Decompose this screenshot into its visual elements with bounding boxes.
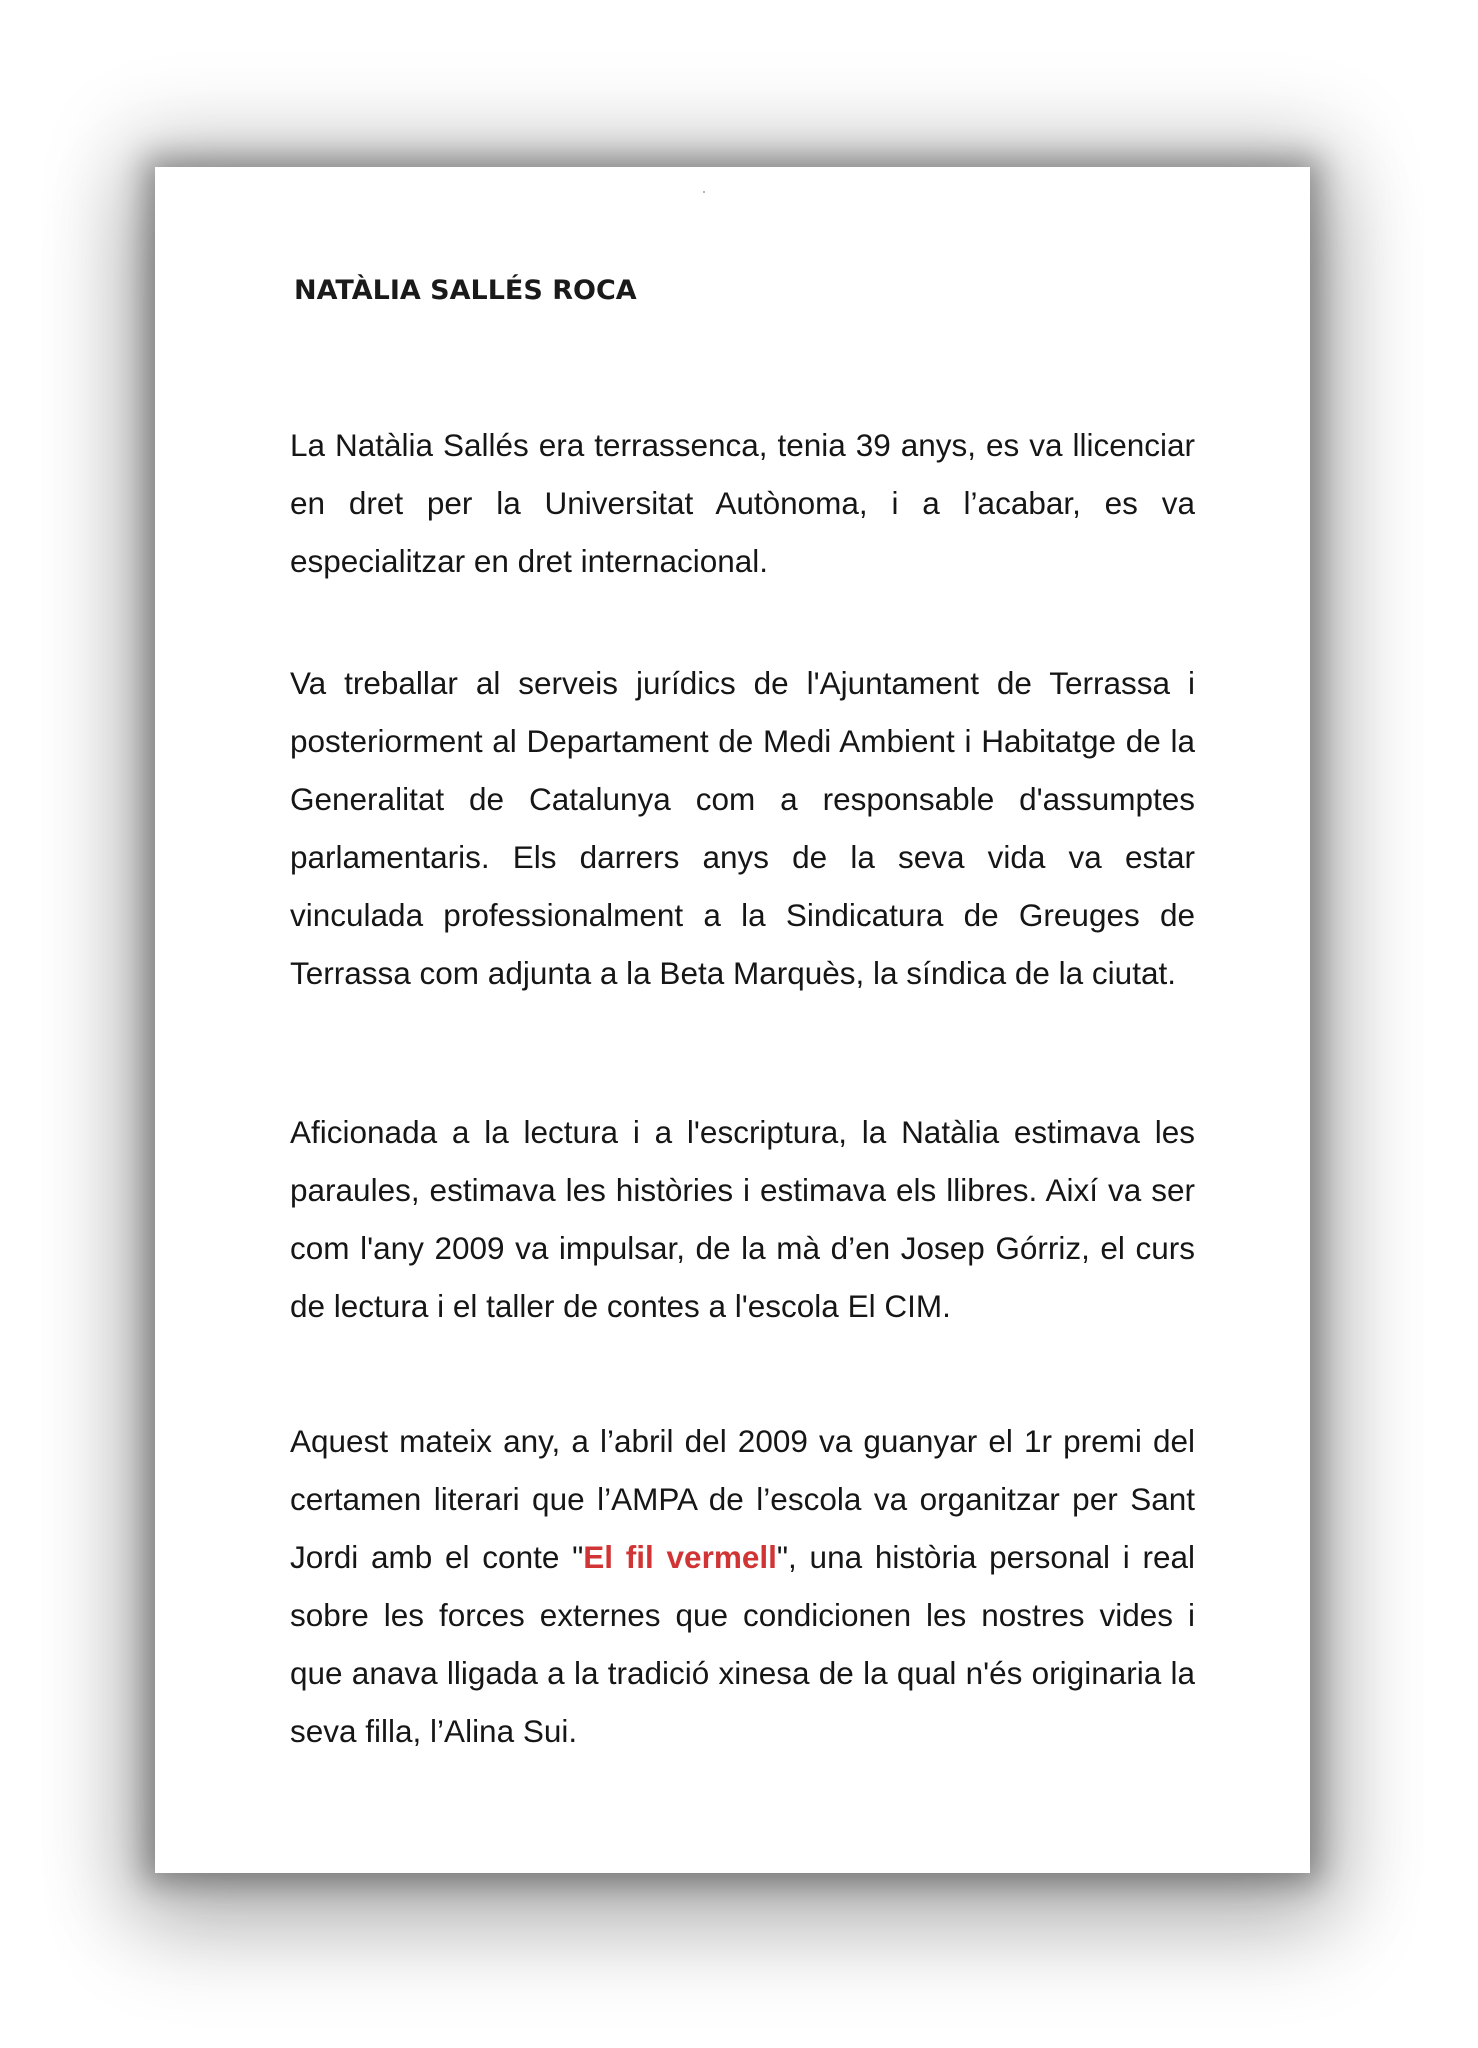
paragraph-award — [290, 1412, 1195, 1760]
paragraph-reading: Aficionada a la lectura i a l'escriptura, la Natàlia estimava les paraules, estimava les històries i estimava els llibres. Així va ser com l'any 2009 va impulsar, de la mà d’en Josep Górriz, el curs de lectura i el taller de contes a l'escola El CIM. — [290, 1113, 1195, 1324]
paragraph-award-after: ", una història personal i real sobre les forces externes que condicionen les nostres vides i que anava lligada a la tradició xinesa de la qual n'és originaria la seva filla, l’Alina Sui. — [290, 1538, 1195, 1749]
document-sheet — [155, 167, 1310, 1873]
document-title: NATÀLIA SALLÉS ROCA — [294, 275, 637, 306]
paragraph-award-before: Aquest mateix any, a l’abril del 2009 va guanyar el 1r premi del certamen literari que l’AMPA de l’escola va organitzar per Sant Jordi amb el conte " — [290, 1422, 1195, 1575]
scan-speck — [703, 191, 705, 193]
paragraph-education: La Natàlia Sallés era terrassenca, tenia 39 anys, es va llicenciar en dret per la Universitat Autònoma, i a l’acabar, es va especialitzar en dret internacional. — [290, 426, 1195, 579]
story-title-highlight: El fil vermell — [583, 1538, 777, 1575]
paragraph-career: Va treballar al serveis jurídics de l'Ajuntament de Terrassa i posteriorment al Departament de Medi Ambient i Habitatge de la Generalitat de Catalunya com a responsable d'assumptes parlamentaris. Els darrers anys de la seva vida va estar vinculada professionalment a la Sindicatura de Greuges de Terrassa com adjunta a la Beta Marquès, la síndica de la ciutat. — [290, 664, 1195, 991]
